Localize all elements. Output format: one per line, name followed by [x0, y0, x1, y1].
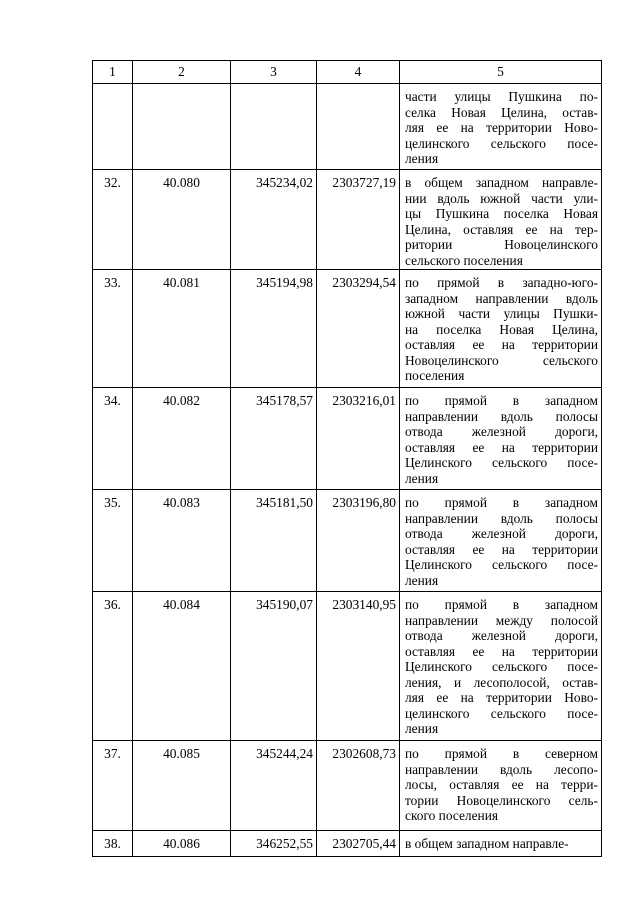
coordinate-x: 345234,02 — [231, 170, 317, 270]
description-line: в общем западном направле- — [405, 836, 569, 851]
description-line: Новоцелинского сельского — [405, 352, 598, 368]
point-id: 40.083 — [133, 490, 231, 592]
table-row — [93, 831, 602, 857]
coordinate-y — [317, 84, 400, 170]
boundary-description — [400, 84, 602, 170]
table-row — [93, 388, 602, 490]
boundary-description — [400, 270, 602, 388]
boundary-description — [400, 592, 602, 741]
description-line: ского поселения — [405, 808, 499, 823]
row-number: 34. — [93, 388, 133, 490]
description-line: направлении вдоль лесопо- — [405, 761, 598, 777]
col-header-1: 1 — [93, 61, 133, 84]
description-line: ритории Новоцелинского — [405, 237, 598, 252]
description-line: Целинского сельского посе- — [405, 557, 598, 572]
description-line: по прямой в западном — [405, 393, 598, 408]
description-line: ления — [405, 470, 439, 486]
coordinate-x — [231, 84, 317, 170]
table-row — [93, 741, 602, 831]
description-line: оставляя ее на территории — [405, 337, 598, 352]
description-line: по прямой в западно-юго- — [405, 275, 598, 290]
description-line: на поселка Новая Целина, — [405, 321, 598, 337]
coordinate-x: 346252,55 — [231, 831, 317, 857]
point-id — [133, 84, 231, 170]
coordinates-table — [92, 60, 602, 857]
description-line: ляя ее на территории Ново- — [405, 690, 598, 705]
col-header-5: 5 — [400, 61, 602, 84]
col-header-4: 4 — [317, 61, 400, 84]
coordinate-x: 345244,24 — [231, 741, 317, 831]
description-line: по прямой в северном — [405, 746, 598, 761]
table-body — [93, 84, 602, 857]
description-line: ления, и лесополосой, остав- — [405, 674, 598, 690]
point-id: 40.085 — [133, 741, 231, 831]
boundary-description — [400, 490, 602, 592]
boundary-description — [400, 831, 602, 857]
description-line: целинского сельского посе- — [405, 135, 598, 151]
description-line: направлении вдоль полосы — [405, 408, 598, 424]
description-line: Целинского сельского посе- — [405, 455, 598, 470]
description-line: ления — [405, 151, 439, 166]
coordinate-y: 2303140,95 — [317, 592, 400, 741]
col-header-2: 2 — [133, 61, 231, 84]
description-line: тории Новоцелинского сель- — [405, 792, 598, 808]
description-line: направлении между полосой — [405, 612, 598, 628]
coordinate-x: 345190,07 — [231, 592, 317, 741]
description-line: сельского поселения — [405, 252, 523, 268]
coordinate-y: 2303294,54 — [317, 270, 400, 388]
coordinate-y: 2303727,19 — [317, 170, 400, 270]
coordinate-x: 345178,57 — [231, 388, 317, 490]
point-id: 40.084 — [133, 592, 231, 741]
row-number — [93, 84, 133, 170]
description-line: ления — [405, 572, 439, 588]
coordinate-y: 2303196,80 — [317, 490, 400, 592]
point-id: 40.086 — [133, 831, 231, 857]
description-line: по прямой в западном — [405, 495, 598, 510]
description-line: направлении вдоль полосы — [405, 510, 598, 526]
point-id: 40.080 — [133, 170, 231, 270]
row-number: 33. — [93, 270, 133, 388]
description-line: селка Новая Целина, остав- — [405, 104, 598, 120]
description-line: по прямой в западном — [405, 597, 598, 612]
description-line: целинского сельского посе- — [405, 705, 598, 721]
description-line: поселения — [405, 368, 465, 383]
table-row — [93, 270, 602, 388]
row-number: 35. — [93, 490, 133, 592]
point-id: 40.082 — [133, 388, 231, 490]
point-id: 40.081 — [133, 270, 231, 388]
description-line: южной части улицы Пушки- — [405, 306, 598, 321]
row-number: 37. — [93, 741, 133, 831]
description-line: ляя ее на территории Ново- — [405, 120, 598, 135]
table-row — [93, 490, 602, 592]
description-line: лосы, оставляя ее на терри- — [405, 777, 598, 792]
description-line: отвода железной дороги, — [405, 424, 598, 439]
description-line: нии вдоль южной части ули- — [405, 190, 598, 206]
description-line: в общем западном направле- — [405, 175, 598, 190]
coordinate-y: 2302705,44 — [317, 831, 400, 857]
description-line: западном направлении вдоль — [405, 290, 598, 306]
header-row — [93, 61, 602, 84]
coordinate-y: 2302608,73 — [317, 741, 400, 831]
table-row — [93, 84, 602, 170]
description-line: части улицы Пушкина по- — [405, 89, 598, 104]
coordinate-y: 2303216,01 — [317, 388, 400, 490]
description-line: Целина, оставляя ее на тер- — [405, 221, 598, 237]
boundary-description — [400, 388, 602, 490]
description-line: оставляя ее на территории — [405, 643, 598, 659]
boundary-description — [400, 170, 602, 270]
row-number: 36. — [93, 592, 133, 741]
description-line: Целинского сельского посе- — [405, 659, 598, 674]
coordinate-x: 345194,98 — [231, 270, 317, 388]
row-number: 38. — [93, 831, 133, 857]
description-line: оставляя ее на территории — [405, 439, 598, 455]
col-header-3: 3 — [231, 61, 317, 84]
description-line: отвода железной дороги, — [405, 526, 598, 541]
table-row — [93, 592, 602, 741]
description-line: оставляя ее на территории — [405, 541, 598, 557]
description-line: ления — [405, 721, 439, 736]
boundary-description — [400, 741, 602, 831]
coordinate-x: 345181,50 — [231, 490, 317, 592]
table-row — [93, 170, 602, 270]
description-line: отвода железной дороги, — [405, 628, 598, 643]
description-line: цы Пушкина поселка Новая — [405, 206, 598, 221]
row-number: 32. — [93, 170, 133, 270]
